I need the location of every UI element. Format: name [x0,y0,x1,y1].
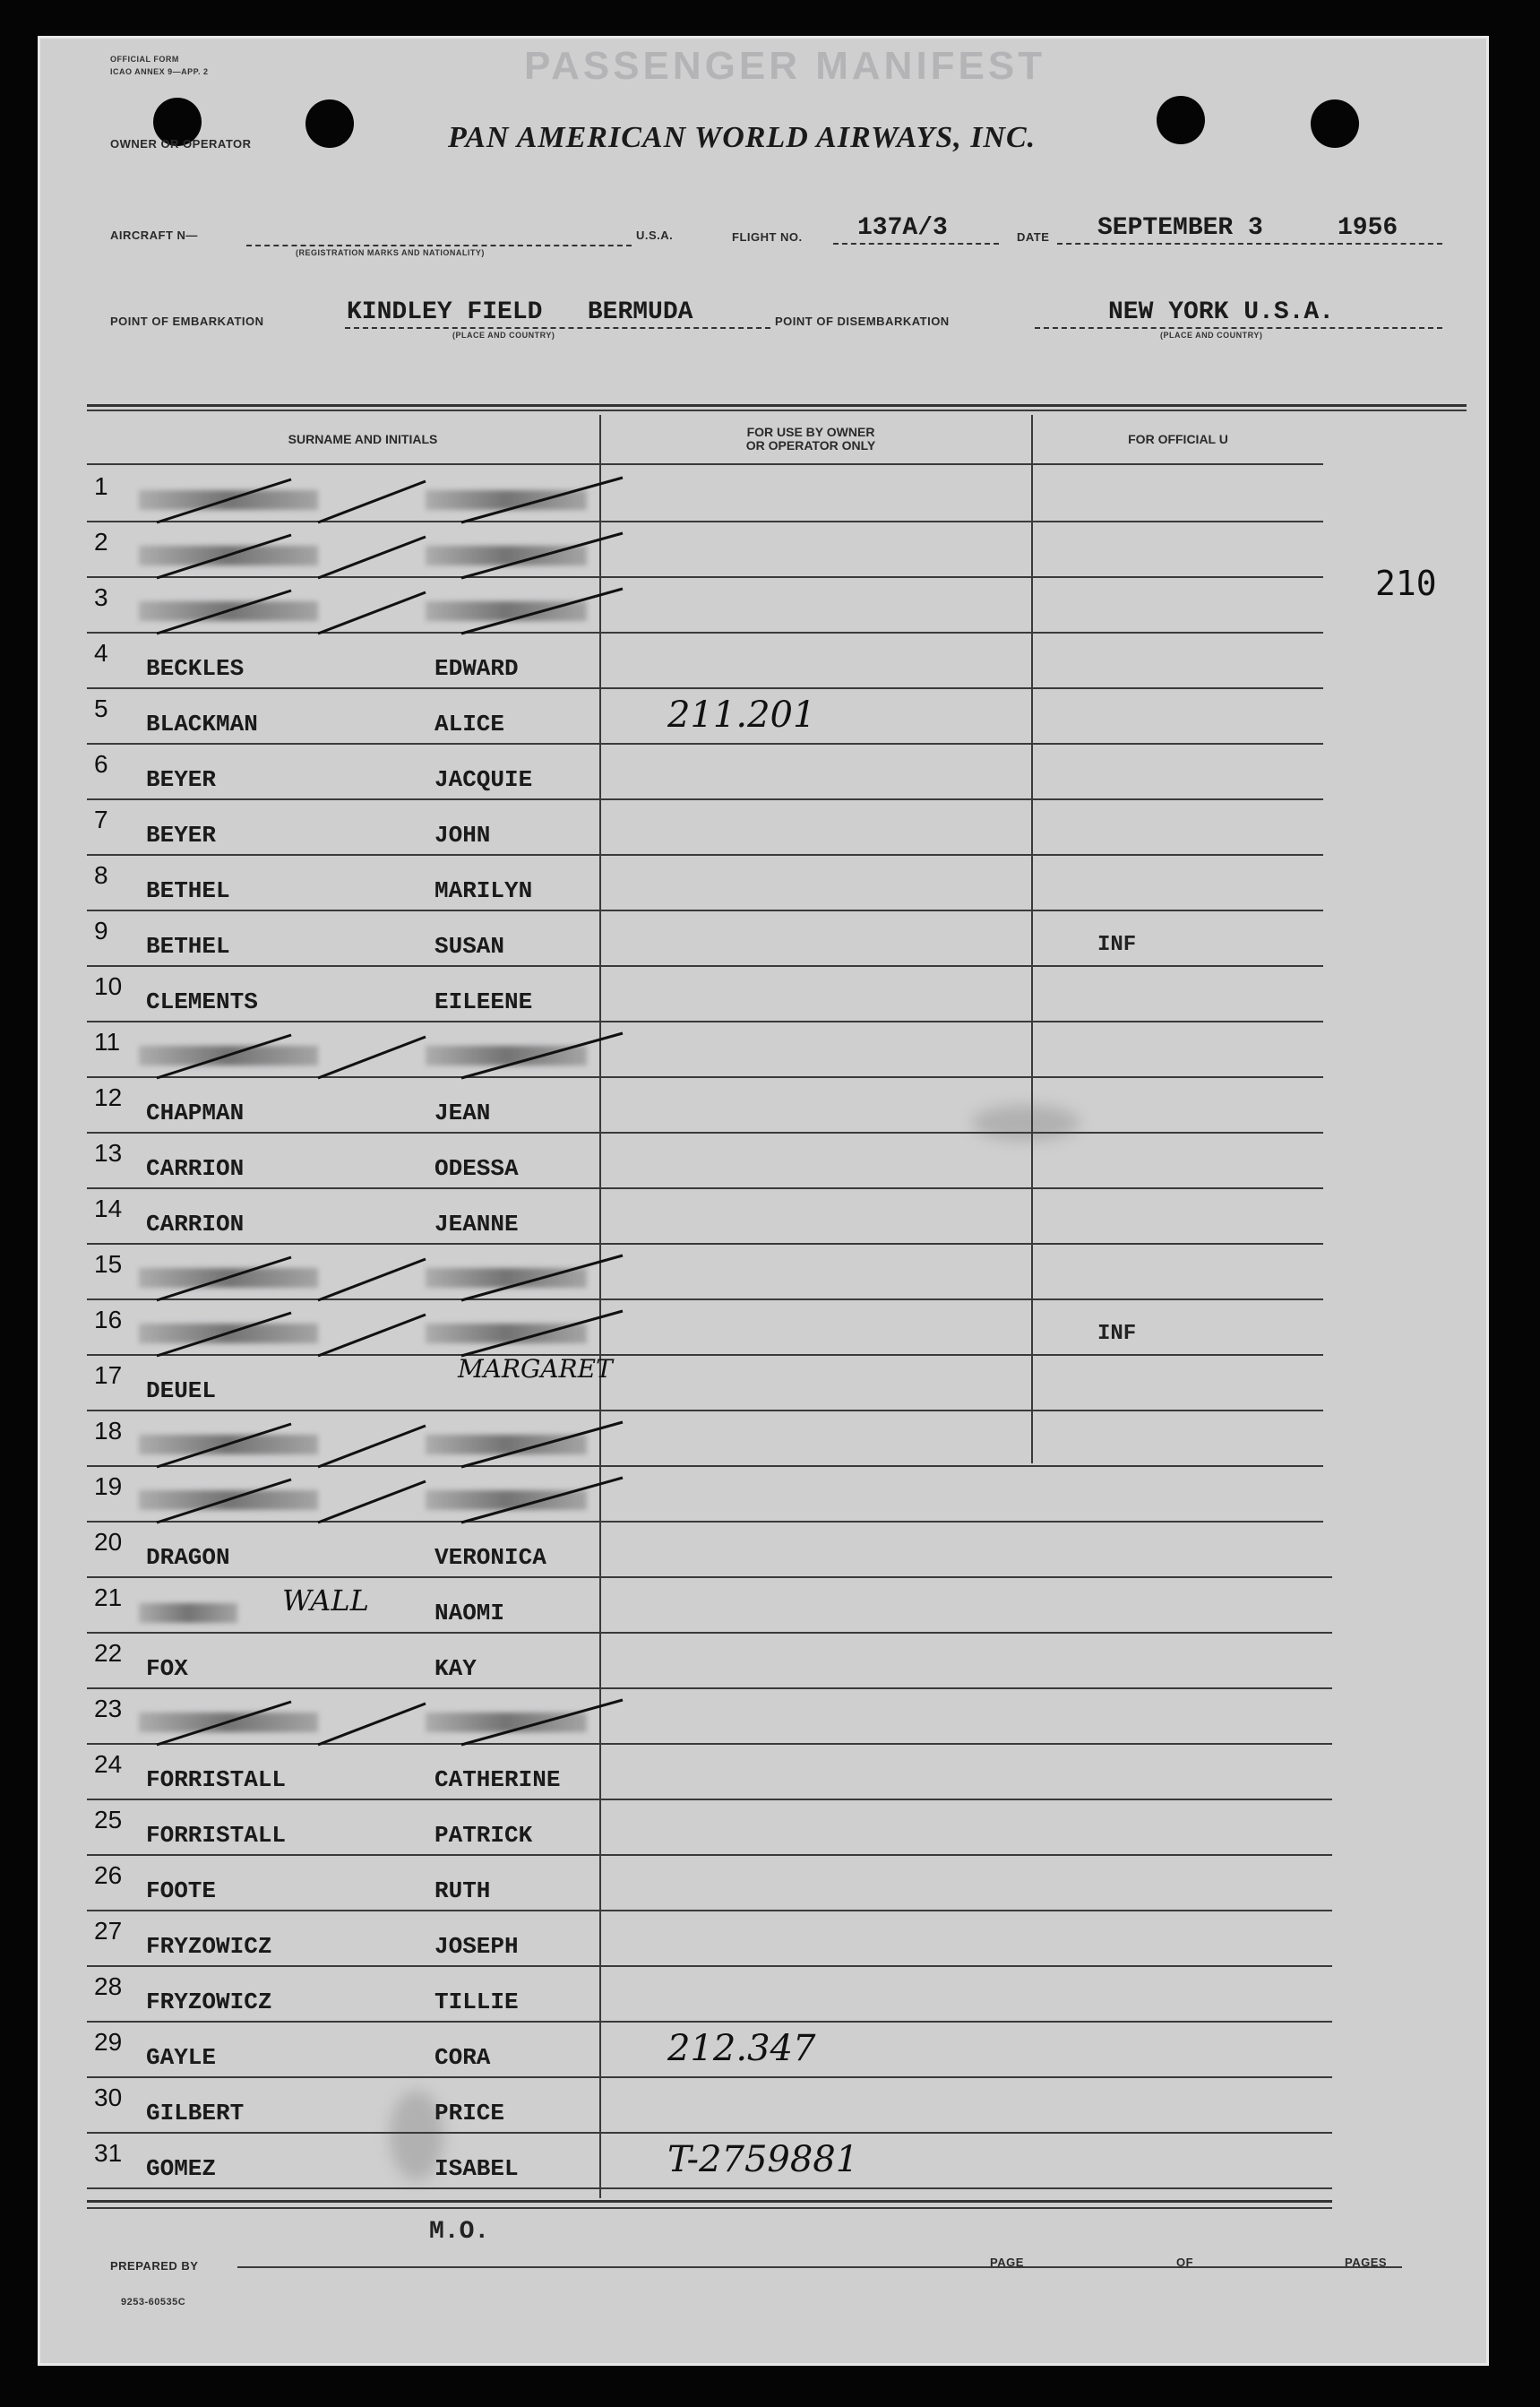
owner-note: 212.347 [667,2028,816,2069]
embarkation-point: KINDLEY FIELD BERMUDA [347,298,693,326]
row-rule [87,687,1323,689]
row-rule [87,2132,1332,2134]
owner-note: 211.201 [667,694,816,736]
row-number: 2 [94,528,108,556]
passenger-surname: BEYER [146,822,217,849]
of-label: OF [1176,2256,1194,2269]
passenger-given-name: CATHERINE [434,1766,561,1793]
row-rule [87,854,1323,856]
usa-label: U.S.A. [636,229,674,242]
flight-number: 137A/3 [857,214,948,242]
row-number: 8 [94,861,108,889]
passenger-surname: DRAGON [146,1544,230,1571]
strike-through-marks [139,528,641,582]
row-number: 13 [94,1139,123,1167]
row-number: 16 [94,1306,123,1333]
row-number: 14 [94,1195,123,1222]
disembarkation-point: NEW YORK U.S.A. [1108,298,1335,326]
table-top-border-inner [87,410,1467,411]
passenger-surname: FOX [146,1655,188,1682]
handwritten-surname: WALL [282,1583,369,1618]
column-header-official: FOR OFFICIAL U [1128,432,1228,446]
passenger-surname: BEYER [146,766,217,793]
row-rule [87,1021,1323,1022]
passenger-surname: CARRION [146,1155,245,1182]
handwritten-given-name: MARGARET [458,1354,613,1384]
passenger-surname: GAYLE [146,2044,217,2071]
passenger-surname: FORRISTALL [146,1822,287,1849]
passenger-given-name: JEAN [434,1100,491,1126]
passenger-given-name: JACQUIE [434,766,533,793]
row-rule [87,798,1323,800]
passenger-given-name: ALICE [434,711,505,738]
row-rule [87,1910,1332,1911]
aircraft-label: AIRCRAFT N— [110,229,198,242]
passenger-given-name: SUSAN [434,933,505,960]
embarkation-label: POINT OF EMBARKATION [110,315,264,328]
passenger-surname: FRYZOWICZ [146,1989,272,2015]
row-number: 21 [94,1583,123,1611]
row-number: 15 [94,1250,123,1278]
row-rule [87,1687,1332,1689]
row-number: 30 [94,2083,123,2111]
smudge [390,2091,443,2180]
row-rule [87,2021,1332,2023]
margin-note: 210 [1375,564,1437,603]
passenger-surname: CHAPMAN [146,1100,245,1126]
passenger-given-name: MARILYN [434,877,533,904]
footer-rule [237,2266,1402,2268]
row-rule [87,743,1323,745]
row-rule [87,1576,1332,1578]
row-number: 11 [94,1028,121,1056]
passenger-surname: BETHEL [146,933,230,960]
owner-label: OWNER OR OPERATOR [110,137,252,151]
passenger-surname: CARRION [146,1211,245,1238]
form-ref-line-1: OFFICIAL FORM [110,55,179,64]
passenger-given-name: ISABEL [434,2155,519,2182]
disembarkation-line [1035,327,1442,329]
row-rule [87,1410,1323,1411]
row-number: 3 [94,583,108,611]
strike-through-marks [139,1028,641,1082]
row-rule [87,910,1323,911]
passenger-given-name: TILLIE [434,1989,519,2015]
punch-hole [1157,96,1205,144]
passenger-given-name: CORA [434,2044,491,2071]
passenger-surname: CLEMENTS [146,988,258,1015]
flight-date: SEPTEMBER 3 [1097,214,1263,242]
passenger-given-name: PATRICK [434,1822,533,1849]
strike-through-marks [139,1695,641,1748]
footer-mo: M.O. [429,2218,490,2246]
passenger-surname: BECKLES [146,655,245,682]
passenger-surname: FRYZOWICZ [146,1933,272,1960]
strike-through-marks [139,1250,641,1304]
prepared-by-label: PREPARED BY [110,2259,199,2273]
row-number: 4 [94,639,108,667]
row-rule [87,1799,1332,1800]
column-header-rule [87,463,1323,465]
passenger-given-name: ODESSA [434,1155,519,1182]
passenger-surname: GILBERT [146,2100,245,2127]
passenger-surname: FORRISTALL [146,1766,287,1793]
passenger-surname: FOOTE [146,1877,217,1904]
redacted-entry [139,1603,237,1623]
passenger-given-name: JEANNE [434,1211,519,1238]
table-bottom-border-inner [87,2207,1332,2209]
strike-through-marks [139,472,641,526]
form-number: 9253-60535C [121,2297,186,2308]
aircraft-line [246,245,632,246]
row-number: 7 [94,806,108,833]
table-bottom-border [87,2200,1332,2203]
date-label: DATE [1017,230,1050,244]
row-rule [87,1965,1332,1967]
row-number: 17 [94,1361,123,1389]
official-note: INF [1097,933,1137,957]
embarkation-line [345,327,770,329]
column-header-name: SURNAME AND INITIALS [288,432,438,446]
pages-label: PAGES [1345,2256,1388,2269]
passenger-surname: DEUEL [146,1377,217,1404]
passenger-given-name: JOHN [434,822,491,849]
flight-year: 1956 [1338,214,1398,242]
passenger-given-name: VERONICA [434,1544,546,1571]
passenger-given-name: RUTH [434,1877,491,1904]
flight-label: FLIGHT NO. [732,230,803,244]
punch-hole [305,99,354,148]
row-number: 28 [94,1972,123,2000]
row-rule [87,1132,1323,1134]
row-number: 23 [94,1695,123,1722]
passenger-given-name: KAY [434,1655,477,1682]
page-label: PAGE [990,2256,1024,2269]
date-line [1057,243,1442,245]
row-rule [87,1854,1332,1856]
strike-through-marks [139,583,641,637]
row-number: 26 [94,1861,123,1889]
row-number: 18 [94,1417,123,1445]
embarkation-sublabel: (PLACE AND COUNTRY) [452,331,555,340]
row-number: 12 [94,1083,123,1111]
passenger-surname: BETHEL [146,877,230,904]
row-number: 19 [94,1472,123,1500]
official-note: INF [1097,1322,1137,1346]
passenger-surname: BLACKMAN [146,711,258,738]
disembarkation-sublabel: (PLACE AND COUNTRY) [1160,331,1263,340]
row-number: 20 [94,1528,123,1556]
flight-line [833,243,999,245]
row-number: 9 [94,917,108,945]
strike-through-marks [139,1472,641,1526]
passenger-given-name: EILEENE [434,988,533,1015]
row-number: 25 [94,1806,123,1833]
strike-through-marks [139,1306,641,1359]
row-number: 22 [94,1639,123,1667]
punch-hole [1311,99,1359,148]
row-rule [87,1187,1323,1189]
passenger-given-name: NAOMI [434,1600,505,1626]
aircraft-sublabel: (REGISTRATION MARKS AND NATIONALITY) [296,248,485,257]
column-divider-2 [1031,415,1033,1463]
passenger-given-name: PRICE [434,2100,505,2127]
row-number: 31 [94,2139,123,2167]
row-number: 27 [94,1917,123,1945]
row-number: 1 [94,472,108,500]
column-header-owner: FOR USE BY OWNER OR OPERATOR ONLY [745,425,876,453]
form-ref-line-2: ICAO ANNEX 9—APP. 2 [110,67,209,76]
owner-note: T-2759881 [667,2139,859,2180]
manifest-page [38,36,1489,2366]
page-title: PASSENGER MANIFEST [524,44,1046,88]
row-rule [87,2076,1332,2078]
row-number: 6 [94,750,108,778]
row-number: 29 [94,2028,123,2056]
row-rule [87,1243,1323,1245]
disembarkation-label: POINT OF DISEMBARKATION [775,315,950,328]
passenger-surname: GOMEZ [146,2155,217,2182]
row-rule [87,965,1323,967]
row-number: 10 [94,972,123,1000]
table-top-border [87,404,1467,407]
smudge [972,1105,1080,1141]
row-number: 5 [94,694,108,722]
row-number: 24 [94,1750,123,1778]
row-rule [87,1632,1332,1634]
passenger-given-name: JOSEPH [434,1933,519,1960]
operator-name: PAN AMERICAN WORLD AIRWAYS, INC. [448,121,1037,154]
strike-through-marks [139,1417,641,1471]
row-rule [87,2187,1332,2189]
passenger-given-name: EDWARD [434,655,519,682]
